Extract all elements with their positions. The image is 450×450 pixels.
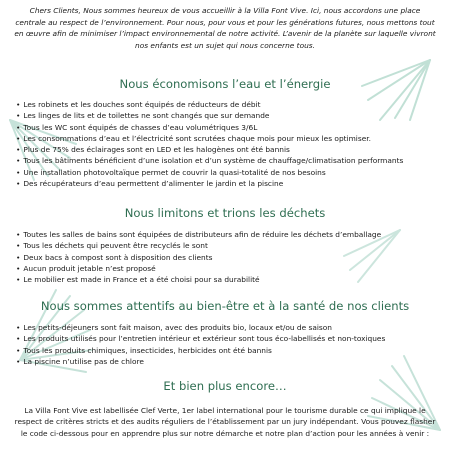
list-water-energy — [16, 99, 442, 189]
section-title-wellbeing: Nous sommes attentifs au bien-être et à la santé de nos clients — [40, 299, 410, 313]
list-item: • Les produits utilisés pour l’entretien intérieur et extérieur sont tous éco-labellisés et non-toxiques — [16, 333, 442, 344]
list-item: • La piscine n’utilise pas de chlore — [16, 356, 442, 367]
list-item: • Toutes les salles de bains sont équipées de distributeurs afin de réduire les déchets d’emballage — [16, 229, 442, 240]
list-item: • Plus de 75% des éclairages sont en LED et les halogènes ont été bannis — [16, 144, 442, 155]
list-item: • Tous les bâtiments bénéficient d’une isolation et d’un système de chauffage/climatisation performants — [16, 155, 442, 166]
list-item: • Les robinets et les douches sont équipés de réducteurs de débit — [16, 99, 442, 110]
section-title-waste: Nous limitons et trions les déchets — [124, 206, 326, 220]
closing-paragraph: La Villa Font Vive est labellisée Clef Verte, 1er label international pour le tourisme durable ce qui implique le respect de critères stricts et des audits réguliers de l’établissement par un jury indépendant. Vous pouvez flasher le code ci-dessous pour en apprendre plus sur notre démarche et notre plan d’action pour les années à venir : — [14, 406, 436, 438]
intro-paragraph: Chers Clients, Nous sommes heureux de vous accueillir à la Villa Font Vive. Ici, nous accordons une place centrale au respect de l’environnement. Pour nous, pour vous et pour les générations futures, nous mettons tout en œuvre afin de minimiser l’impact environnemental de notre activité. L’avenir de la planète sur laquelle vivront nos enfants est un sujet qui nous concerne tous. — [14, 6, 436, 50]
list-waste — [16, 229, 442, 285]
list-item: • Aucun produit jetable n’est proposé — [16, 263, 442, 274]
list-item: • Deux bacs à compost sont à disposition des clients — [16, 252, 442, 263]
section-title-water-energy: Nous économisons l’eau et l’énergie — [119, 77, 331, 91]
list-item: • Tous les déchets qui peuvent être recyclés le sont — [16, 240, 442, 251]
list-item: • Tous les produits chimiques, insecticides, herbicides ont été bannis — [16, 345, 442, 356]
section-title-more: Et bien plus encore… — [163, 379, 287, 393]
list-item: • Les petits-déjeuners sont fait maison, avec des produits bio, locaux et/ou de saison — [16, 322, 442, 333]
list-item: • Des récupérateurs d’eau permettent d’alimenter le jardin et la piscine — [16, 178, 442, 189]
list-item: • Le mobilier est made in France et a été choisi pour sa durabilité — [16, 274, 442, 285]
list-item: • Les linges de lits et de toilettes ne sont changés que sur demande — [16, 110, 442, 121]
list-item: • Une installation photovoltaïque permet de couvrir la quasi-totalité de nos besoins — [16, 167, 442, 178]
list-item: • Tous les WC sont équipés de chasses d’eau volumétriques 3/6L — [16, 122, 442, 133]
list-item: • Les consommations d’eau et l’électricité sont scrutées chaque mois pour mieux les optimiser. — [16, 133, 442, 144]
list-wellbeing — [16, 322, 442, 367]
